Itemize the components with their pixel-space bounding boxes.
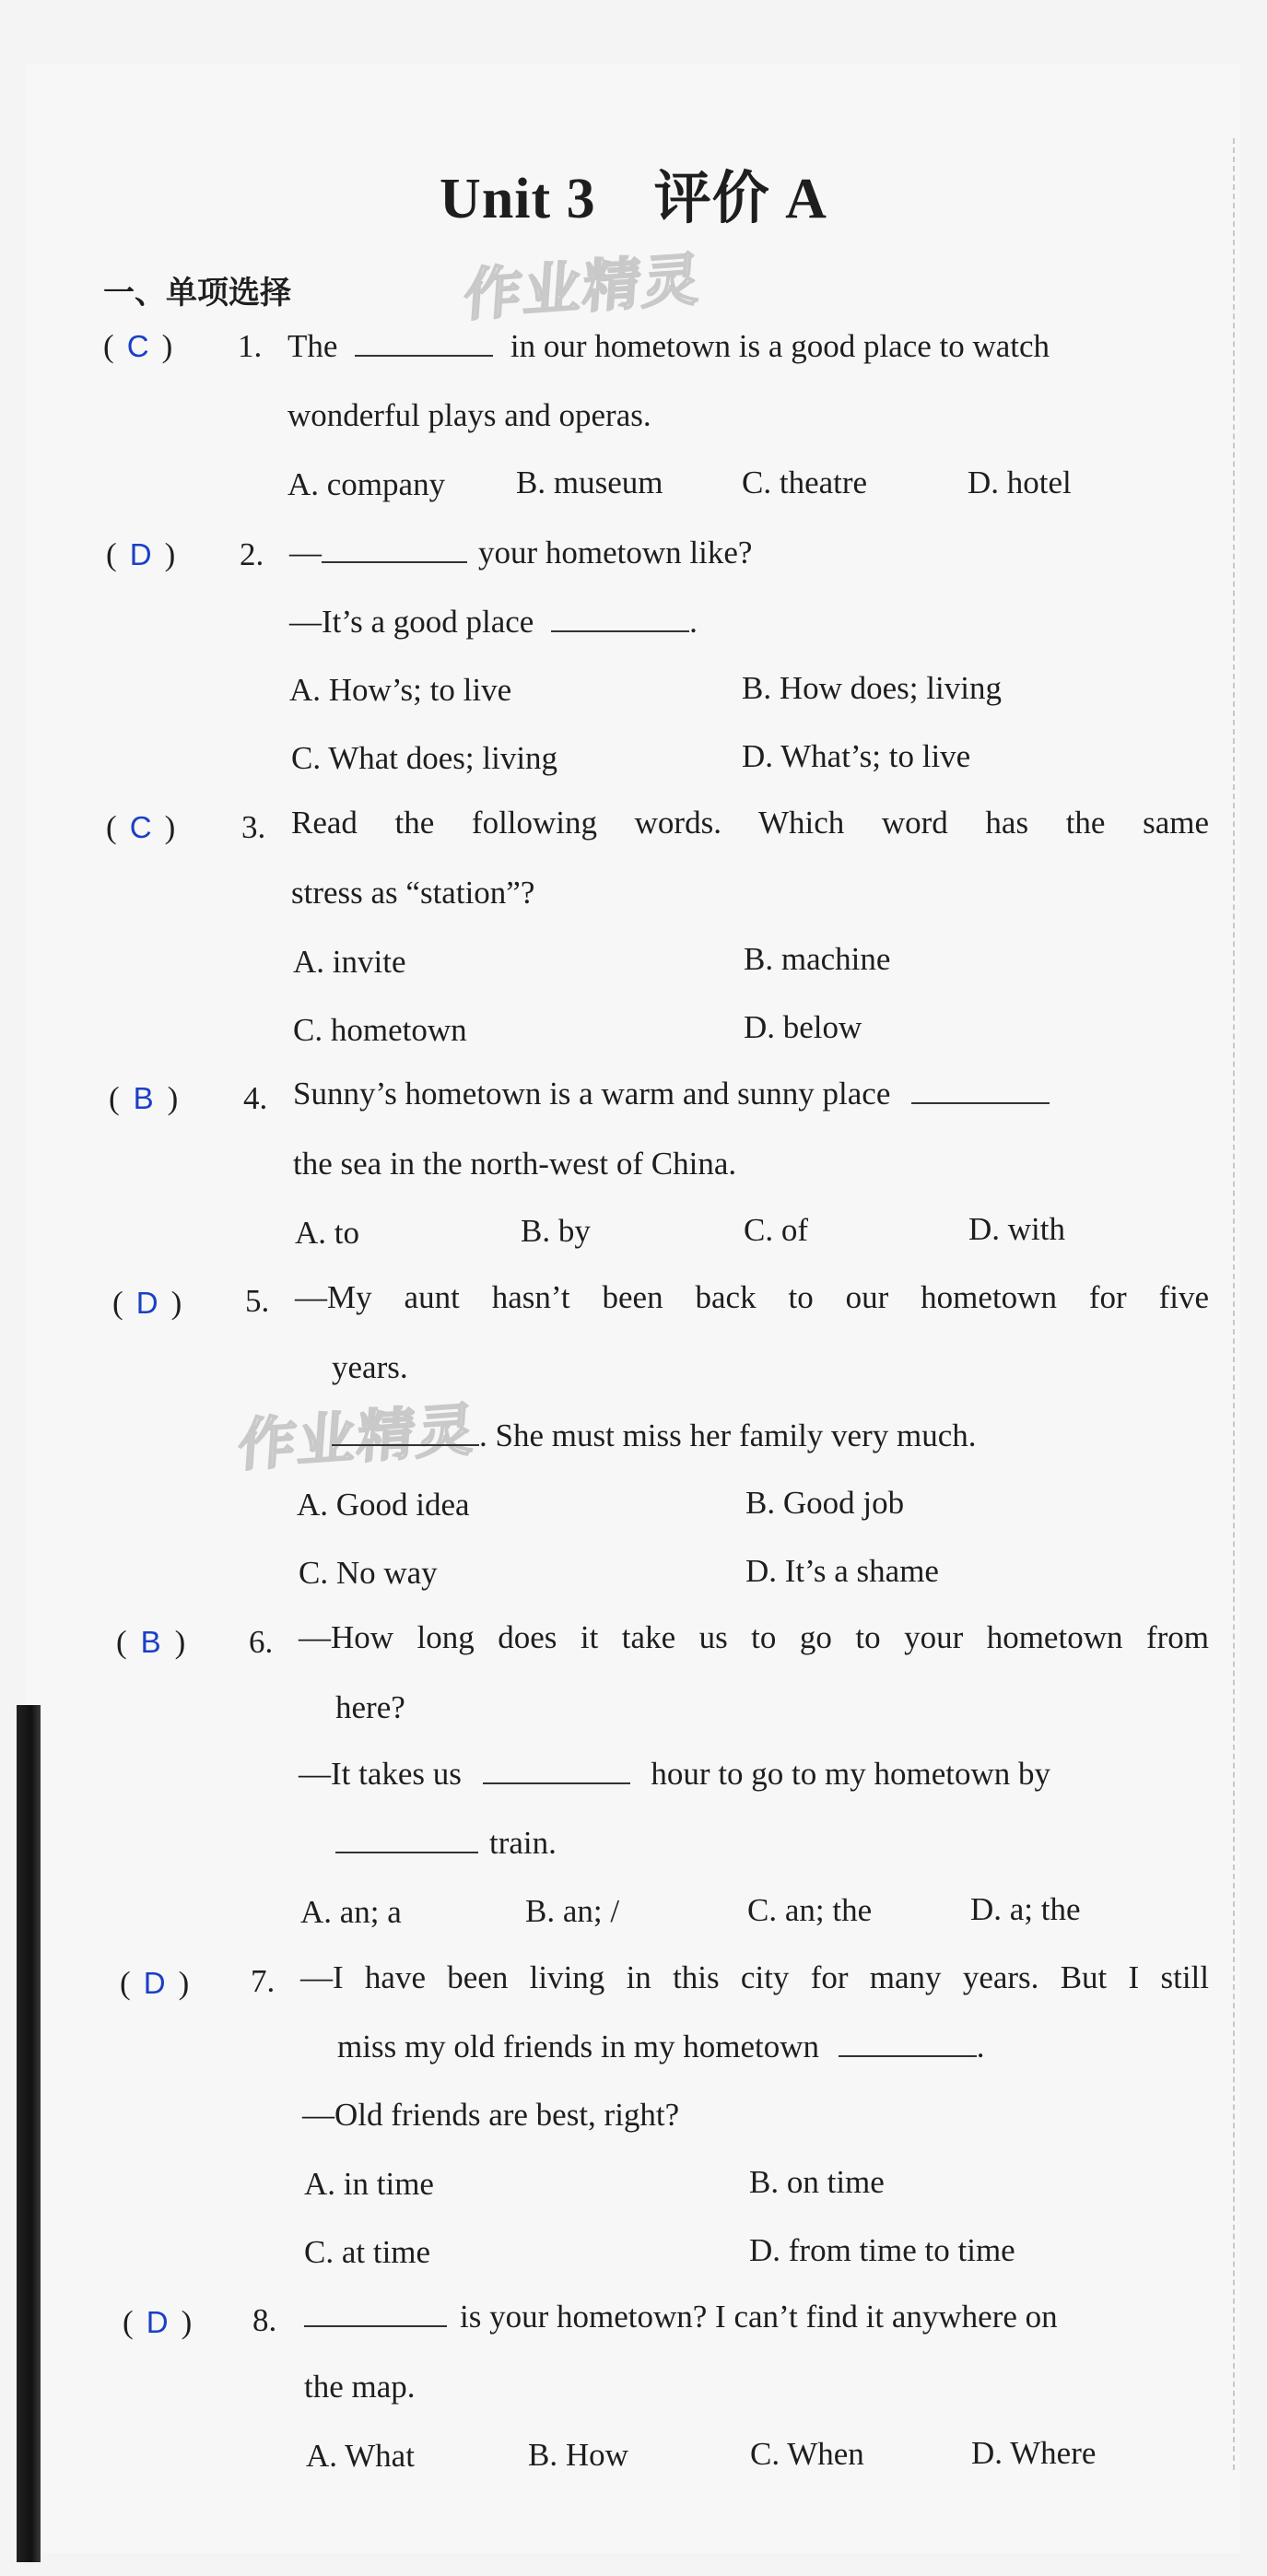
option: C. of <box>744 1212 808 1248</box>
question-stem <box>293 1074 1209 1114</box>
option: B. machine <box>744 941 891 977</box>
option: B. an; / <box>525 1893 620 1929</box>
option: D. Where <box>971 2435 1097 2471</box>
question-number: 1. <box>238 328 263 364</box>
cut-line <box>1233 138 1235 2470</box>
option: C. at time <box>304 2234 431 2270</box>
answer-blank <box>911 1075 1050 1104</box>
question-stem: —How long does it take us to go to your hometown from <box>299 1619 1209 1655</box>
answer-bracket: ( D ) <box>120 1963 189 2004</box>
stem-text: in our hometown is a good place to watch <box>510 328 1050 364</box>
option: B. by <box>521 1213 591 1249</box>
option: B. How does; living <box>742 670 1002 706</box>
answer-value: C <box>126 329 149 363</box>
option: A. in time <box>304 2166 434 2202</box>
option: D. with <box>968 1211 1065 1247</box>
option: D. What’s; to live <box>742 738 971 774</box>
question-number: 4. <box>243 1080 268 1116</box>
stem-text: The <box>287 328 338 364</box>
option: D. from time to time <box>749 2232 1015 2268</box>
question-stem: —I have been living in this city for many years. But I still <box>300 1959 1209 1995</box>
answer-value: B <box>133 1081 154 1115</box>
stem-text: —It takes us <box>299 1756 462 1792</box>
section-heading: 一、单项选择 <box>103 275 291 312</box>
answer-bracket: ( C ) <box>103 326 172 367</box>
answer-bracket: ( D ) <box>112 1283 182 1323</box>
option: D. It’s a shame <box>745 1553 939 1589</box>
answer-blank <box>332 1417 479 1446</box>
option: A. Good idea <box>297 1487 470 1523</box>
answer-value: D <box>146 2305 169 2339</box>
answer-blank <box>483 1755 630 1784</box>
question-number: 8. <box>252 2302 277 2338</box>
answer-bracket: ( B ) <box>109 1078 178 1119</box>
question-stem: here? <box>335 1689 405 1725</box>
stem-text: Sunny’s hometown is a warm and sunny place <box>293 1076 891 1112</box>
question-stem <box>289 602 698 642</box>
stem-text: . <box>976 2029 985 2064</box>
question-stem <box>332 1416 977 1456</box>
option: A. How’s; to live <box>289 672 512 708</box>
watermark: 作业精灵 <box>236 1395 479 1479</box>
question-number: 7. <box>251 1963 276 1999</box>
option: B. Good job <box>745 1485 905 1521</box>
question-stem: wonderful plays and operas. <box>287 397 651 433</box>
question-stem <box>337 2027 985 2067</box>
answer-bracket: ( B ) <box>116 1622 185 1663</box>
page-title: Unit 3 评价 A <box>440 168 827 230</box>
question-stem <box>335 1823 557 1864</box>
question-stem: —Old friends are best, right? <box>302 2097 680 2133</box>
option: A. to <box>295 1215 359 1251</box>
watermark: 作业精灵 <box>462 245 705 329</box>
answer-blank <box>335 1824 478 1853</box>
answer-value: D <box>129 537 152 571</box>
question-stem: the map. <box>304 2369 416 2405</box>
option: C. theatre <box>742 465 868 500</box>
option: A. invite <box>293 944 406 980</box>
question-stem <box>304 2297 1209 2337</box>
question-stem <box>289 533 752 573</box>
answer-blank <box>304 2298 447 2327</box>
stem-text: is your hometown? I can’t find it anywhere on <box>460 2299 1058 2335</box>
answer-blank <box>355 327 493 357</box>
stem-text: . She must miss her family very much. <box>479 1417 977 1453</box>
question-number: 6. <box>249 1624 274 1660</box>
option: D. below <box>744 1009 862 1045</box>
question-stem: years. <box>332 1349 408 1385</box>
question-stem <box>287 326 1209 367</box>
answer-bracket: ( C ) <box>106 807 175 848</box>
question-stem: stress as “station”? <box>291 875 535 911</box>
question-number: 2. <box>240 536 264 572</box>
option: A. company <box>287 466 446 502</box>
stem-text: hour to go to my hometown by <box>651 1756 1051 1792</box>
option: C. No way <box>299 1555 438 1591</box>
stem-text: miss my old friends in my hometown <box>337 2029 820 2064</box>
answer-bracket: ( D ) <box>106 535 175 575</box>
option: C. What does; living <box>291 740 558 776</box>
option: D. a; the <box>970 1891 1081 1927</box>
answer-value: B <box>140 1625 161 1659</box>
option: D. hotel <box>968 465 1072 500</box>
stem-text: . <box>689 604 698 640</box>
option: C. When <box>750 2436 864 2472</box>
binding-edge <box>17 1705 41 2562</box>
stem-text: — <box>289 535 322 570</box>
answer-blank <box>551 603 689 632</box>
option: A. What <box>306 2438 415 2474</box>
answer-blank <box>322 534 467 563</box>
stem-text: —It’s a good place <box>289 604 534 640</box>
stem-text: train. <box>489 1825 557 1861</box>
answer-blank <box>839 2028 977 2057</box>
answer-value: D <box>135 1286 158 1320</box>
option: B. on time <box>749 2164 885 2200</box>
option: B. museum <box>516 465 663 500</box>
question-number: 3. <box>241 809 266 845</box>
answer-bracket: ( D ) <box>123 2302 192 2343</box>
question-stem: the sea in the north-west of China. <box>293 1146 737 1182</box>
option: A. an; a <box>300 1894 402 1930</box>
question-stem: —My aunt hasn’t been back to our hometown for five <box>295 1279 1209 1315</box>
question-stem: Read the following words. Which word has the same <box>291 805 1209 841</box>
option: C. an; the <box>747 1892 873 1928</box>
question-stem <box>299 1754 1209 1794</box>
stem-text: your hometown like? <box>478 535 753 570</box>
question-number: 5. <box>245 1283 270 1319</box>
option: B. How <box>528 2437 628 2473</box>
answer-value: C <box>129 810 152 844</box>
option: C. hometown <box>293 1012 467 1048</box>
answer-value: D <box>143 1966 166 2000</box>
